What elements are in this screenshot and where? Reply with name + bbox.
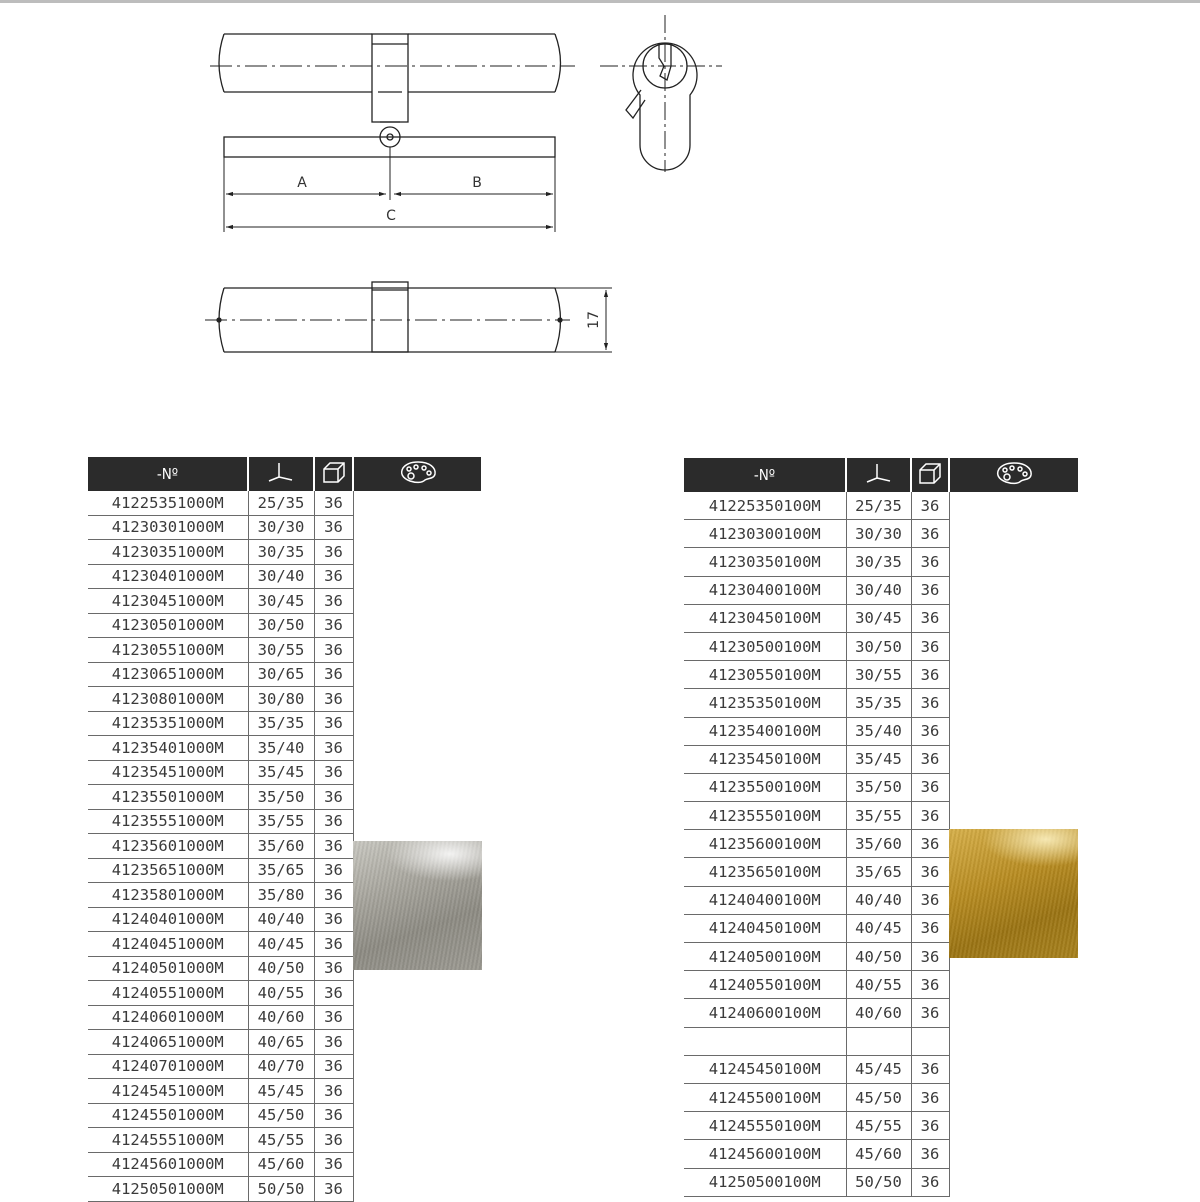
size-cell [846, 1027, 911, 1055]
dimension-label-c: C [386, 208, 396, 224]
qty-cell: 36 [314, 1177, 353, 1202]
qty-cell: 36 [314, 540, 353, 565]
qty-cell: 36 [911, 999, 949, 1027]
size-cell: 40/55 [248, 981, 314, 1006]
ref-cell: 41235350100M [684, 689, 846, 717]
finish-cell [353, 736, 481, 761]
table-row [88, 662, 481, 687]
ref-cell: 41230500100M [684, 632, 846, 660]
qty-cell: 36 [314, 981, 353, 1006]
table-row [88, 1152, 481, 1177]
size-cell: 35/65 [846, 858, 911, 886]
finish-cell [949, 745, 1078, 773]
finish-cell [353, 981, 481, 1006]
ref-cell: 41235600100M [684, 830, 846, 858]
table-row [684, 717, 1078, 745]
qty-cell: 36 [911, 802, 949, 830]
qty-cell: 36 [314, 1079, 353, 1104]
finish-cell [949, 632, 1078, 660]
ref-cell: 41245500100M [684, 1083, 846, 1111]
box-quantity-icon [314, 457, 353, 491]
table-row [684, 520, 1078, 548]
ref-cell: 41245501000M [88, 1103, 248, 1128]
ref-cell: 41245450100M [684, 1055, 846, 1083]
qty-cell: 36 [314, 589, 353, 614]
ref-cell: 41240400100M [684, 886, 846, 914]
table-row [88, 1177, 481, 1202]
finish-cell [353, 564, 481, 589]
finish-cell [949, 773, 1078, 801]
size-cell: 45/50 [846, 1083, 911, 1111]
size-cell: 50/50 [846, 1168, 911, 1196]
size-cell: 35/50 [846, 773, 911, 801]
table-row [88, 981, 481, 1006]
qty-cell: 36 [314, 515, 353, 540]
ref-cell: 41250500100M [684, 1168, 846, 1196]
size-cell: 40/65 [248, 1030, 314, 1055]
table-row [88, 687, 481, 712]
size-cell: 30/55 [846, 661, 911, 689]
ref-cell: 41225351000M [88, 491, 248, 515]
qty-cell: 36 [314, 834, 353, 859]
dimension-label-height: 17 [586, 311, 602, 329]
qty-cell: 36 [911, 492, 949, 520]
size-cell: 45/55 [846, 1112, 911, 1140]
table-row [88, 540, 481, 565]
ref-cell: 41230550100M [684, 661, 846, 689]
size-cell: 35/80 [248, 883, 314, 908]
ref-cell: 41235801000M [88, 883, 248, 908]
ref-cell: 41235401000M [88, 736, 248, 761]
qty-cell: 36 [314, 1005, 353, 1030]
qty-cell: 36 [314, 613, 353, 638]
qty-cell: 36 [911, 1083, 949, 1111]
finish-cell [353, 1005, 481, 1030]
size-cell: 30/50 [846, 632, 911, 660]
size-cell: 45/50 [248, 1103, 314, 1128]
size-cell: 30/45 [248, 589, 314, 614]
size-cell: 30/40 [248, 564, 314, 589]
ref-cell: 41230351000M [88, 540, 248, 565]
qty-cell: 36 [314, 932, 353, 957]
size-cell: 40/40 [846, 886, 911, 914]
table-row [88, 515, 481, 540]
finish-swatch-brass [949, 829, 1078, 958]
ref-cell: 41235451000M [88, 760, 248, 785]
ref-cell: 41230401000M [88, 564, 248, 589]
qty-cell: 36 [314, 1103, 353, 1128]
table-row [88, 711, 481, 736]
cylinder-profile-view [600, 15, 722, 172]
color-palette-icon [949, 458, 1078, 492]
ref-cell: 41240601000M [88, 1005, 248, 1030]
finish-cell [949, 520, 1078, 548]
table-header-row [684, 458, 1078, 492]
ref-cell: 41225350100M [684, 492, 846, 520]
ref-cell: 41230450100M [684, 604, 846, 632]
finish-cell [353, 1054, 481, 1079]
table-row [684, 1168, 1078, 1196]
finish-cell [353, 1128, 481, 1153]
finish-cell [949, 661, 1078, 689]
table-row [88, 638, 481, 663]
qty-cell: 36 [911, 520, 949, 548]
finish-cell [949, 492, 1078, 520]
qty-cell: 36 [911, 717, 949, 745]
finish-cell [949, 1027, 1078, 1055]
qty-cell: 36 [911, 943, 949, 971]
table-row [684, 1027, 1078, 1055]
finish-cell [353, 1030, 481, 1055]
ref-cell: 41230551000M [88, 638, 248, 663]
finish-cell [949, 1140, 1078, 1168]
table-row [684, 773, 1078, 801]
size-cell: 30/35 [248, 540, 314, 565]
size-cell: 35/60 [846, 830, 911, 858]
size-cell: 45/45 [846, 1055, 911, 1083]
finish-cell [949, 1055, 1078, 1083]
table-row [88, 564, 481, 589]
finish-cell [949, 1168, 1078, 1196]
qty-cell: 36 [911, 914, 949, 942]
ref-cell: 41240551000M [88, 981, 248, 1006]
size-cell: 30/30 [248, 515, 314, 540]
qty-cell: 36 [314, 662, 353, 687]
table-row [684, 971, 1078, 999]
ref-cell: 41230300100M [684, 520, 846, 548]
table-row [684, 1055, 1078, 1083]
qty-cell: 36 [911, 689, 949, 717]
qty-cell: 36 [314, 1152, 353, 1177]
ref-cell: 41230651000M [88, 662, 248, 687]
spec-table-nickel [88, 457, 481, 1202]
qty-cell: 36 [911, 858, 949, 886]
qty-cell [911, 1027, 949, 1055]
ref-cell: 41240451000M [88, 932, 248, 957]
ref-cell: 41235551000M [88, 809, 248, 834]
dimensions-axes-icon [846, 458, 911, 492]
finish-swatch-nickel [353, 841, 482, 970]
table-row [684, 492, 1078, 520]
table-row [684, 689, 1078, 717]
ref-cell: 41240701000M [88, 1054, 248, 1079]
finish-cell [949, 802, 1078, 830]
ref-cell: 41235601000M [88, 834, 248, 859]
ref-cell: 41245550100M [684, 1112, 846, 1140]
finish-cell [949, 717, 1078, 745]
table-header-row [88, 457, 481, 491]
qty-cell: 36 [314, 907, 353, 932]
qty-cell: 36 [314, 1128, 353, 1153]
size-cell: 25/35 [248, 491, 314, 515]
ref-cell: 41235400100M [684, 717, 846, 745]
ref-cell: 41235650100M [684, 858, 846, 886]
ref-cell [684, 1027, 846, 1055]
qty-cell: 36 [314, 711, 353, 736]
qty-cell: 36 [911, 576, 949, 604]
ref-cell: 41240600100M [684, 999, 846, 1027]
size-cell: 40/55 [846, 971, 911, 999]
table-row [88, 1128, 481, 1153]
size-cell: 35/50 [248, 785, 314, 810]
ref-cell: 41240401000M [88, 907, 248, 932]
qty-cell: 36 [911, 1112, 949, 1140]
table-row [684, 548, 1078, 576]
dimensions-axes-icon [248, 457, 314, 491]
size-cell: 35/45 [248, 760, 314, 785]
ref-cell: 41230350100M [684, 548, 846, 576]
finish-cell [353, 1177, 481, 1202]
size-cell: 45/55 [248, 1128, 314, 1153]
finish-cell [353, 540, 481, 565]
qty-cell: 36 [911, 661, 949, 689]
qty-cell: 36 [314, 564, 353, 589]
finish-cell [353, 638, 481, 663]
qty-cell: 36 [911, 830, 949, 858]
size-cell: 35/40 [248, 736, 314, 761]
finish-cell [353, 491, 481, 515]
size-cell: 35/35 [248, 711, 314, 736]
qty-cell: 36 [911, 548, 949, 576]
table-row [684, 745, 1078, 773]
table-row [684, 1083, 1078, 1111]
ref-cell: 41245551000M [88, 1128, 248, 1153]
table-row [88, 1030, 481, 1055]
size-cell: 40/40 [248, 907, 314, 932]
ref-cell: 41240550100M [684, 971, 846, 999]
cylinder-technical-drawing [0, 0, 1200, 420]
ref-cell: 41235450100M [684, 745, 846, 773]
size-cell: 35/65 [248, 858, 314, 883]
qty-cell: 36 [314, 687, 353, 712]
size-cell: 40/45 [248, 932, 314, 957]
ref-cell: 41240651000M [88, 1030, 248, 1055]
table-row [88, 809, 481, 834]
qty-cell: 36 [314, 638, 353, 663]
finish-cell [353, 760, 481, 785]
size-cell: 40/60 [846, 999, 911, 1027]
ref-column-header: -Nº [88, 457, 248, 491]
ref-cell: 41240501000M [88, 956, 248, 981]
ref-cell: 41230400100M [684, 576, 846, 604]
finish-cell [353, 785, 481, 810]
finish-cell [353, 687, 481, 712]
size-cell: 40/50 [248, 956, 314, 981]
ref-cell: 41230801000M [88, 687, 248, 712]
ref-cell: 41245600100M [684, 1140, 846, 1168]
qty-cell: 36 [314, 491, 353, 515]
ref-cell: 41235550100M [684, 802, 846, 830]
finish-cell [949, 548, 1078, 576]
color-palette-icon [353, 457, 481, 491]
size-cell: 35/55 [846, 802, 911, 830]
qty-cell: 36 [911, 886, 949, 914]
table-row [88, 1054, 481, 1079]
table-row [684, 632, 1078, 660]
finish-cell [949, 689, 1078, 717]
size-cell: 40/60 [248, 1005, 314, 1030]
box-quantity-icon [911, 458, 949, 492]
finish-cell [949, 1083, 1078, 1111]
size-cell: 30/80 [248, 687, 314, 712]
qty-cell: 36 [314, 809, 353, 834]
ref-cell: 41235501000M [88, 785, 248, 810]
table-row [88, 1005, 481, 1030]
finish-cell [949, 1112, 1078, 1140]
spec-table-brass [684, 458, 1078, 1197]
ref-cell: 41245451000M [88, 1079, 248, 1104]
size-cell: 40/45 [846, 914, 911, 942]
qty-cell: 36 [911, 971, 949, 999]
ref-column-header: -Nº [684, 458, 846, 492]
table-row [684, 1140, 1078, 1168]
qty-cell: 36 [314, 760, 353, 785]
finish-cell [949, 999, 1078, 1027]
ref-cell: 41230451000M [88, 589, 248, 614]
size-cell: 40/50 [846, 943, 911, 971]
size-cell: 30/30 [846, 520, 911, 548]
qty-cell: 36 [314, 1054, 353, 1079]
size-cell: 45/45 [248, 1079, 314, 1104]
finish-cell [949, 604, 1078, 632]
ref-cell: 41230501000M [88, 613, 248, 638]
qty-cell: 36 [314, 785, 353, 810]
finish-cell [353, 1103, 481, 1128]
qty-cell: 36 [314, 883, 353, 908]
finish-cell [353, 515, 481, 540]
size-cell: 30/40 [846, 576, 911, 604]
ref-cell: 41250501000M [88, 1177, 248, 1202]
size-cell: 30/65 [248, 662, 314, 687]
ref-cell: 41240450100M [684, 914, 846, 942]
table-row [88, 491, 481, 515]
size-cell: 45/60 [846, 1140, 911, 1168]
table-row [684, 576, 1078, 604]
qty-cell: 36 [314, 736, 353, 761]
table-row [88, 736, 481, 761]
dimension-label-b: B [472, 175, 482, 191]
table-row [684, 1112, 1078, 1140]
dimension-label-a: A [297, 175, 307, 191]
table-row [684, 802, 1078, 830]
qty-cell: 36 [314, 956, 353, 981]
table-row [88, 589, 481, 614]
size-cell: 35/60 [248, 834, 314, 859]
finish-cell [949, 971, 1078, 999]
ref-cell: 41230301000M [88, 515, 248, 540]
size-cell: 35/35 [846, 689, 911, 717]
finish-cell [353, 1152, 481, 1177]
finish-cell [353, 589, 481, 614]
finish-cell [353, 809, 481, 834]
table-row [88, 1079, 481, 1104]
size-cell: 40/70 [248, 1054, 314, 1079]
table-row [88, 760, 481, 785]
size-cell: 50/50 [248, 1177, 314, 1202]
size-cell: 45/60 [248, 1152, 314, 1177]
finish-cell [949, 576, 1078, 604]
qty-cell: 36 [911, 1055, 949, 1083]
qty-cell: 36 [911, 632, 949, 660]
table-row [684, 604, 1078, 632]
table-row [88, 785, 481, 810]
table-row [684, 661, 1078, 689]
cylinder-bottom-view [205, 282, 612, 352]
qty-cell: 36 [911, 745, 949, 773]
table-row [88, 613, 481, 638]
size-cell: 30/55 [248, 638, 314, 663]
ref-cell: 41240500100M [684, 943, 846, 971]
qty-cell: 36 [911, 1140, 949, 1168]
qty-cell: 36 [314, 858, 353, 883]
size-cell: 35/55 [248, 809, 314, 834]
cylinder-front-view [210, 34, 575, 157]
ref-cell: 41245601000M [88, 1152, 248, 1177]
size-cell: 35/40 [846, 717, 911, 745]
qty-cell: 36 [911, 773, 949, 801]
size-cell: 30/45 [846, 604, 911, 632]
size-cell: 35/45 [846, 745, 911, 773]
table-row [684, 999, 1078, 1027]
ref-cell: 41235651000M [88, 858, 248, 883]
ref-cell: 41235500100M [684, 773, 846, 801]
finish-cell [353, 1079, 481, 1104]
qty-cell: 36 [911, 604, 949, 632]
size-cell: 25/35 [846, 492, 911, 520]
finish-cell [353, 662, 481, 687]
finish-cell [353, 613, 481, 638]
size-cell: 30/50 [248, 613, 314, 638]
finish-cell [353, 711, 481, 736]
table-row [88, 1103, 481, 1128]
qty-cell: 36 [911, 1168, 949, 1196]
ref-cell: 41235351000M [88, 711, 248, 736]
size-cell: 30/35 [846, 548, 911, 576]
qty-cell: 36 [314, 1030, 353, 1055]
